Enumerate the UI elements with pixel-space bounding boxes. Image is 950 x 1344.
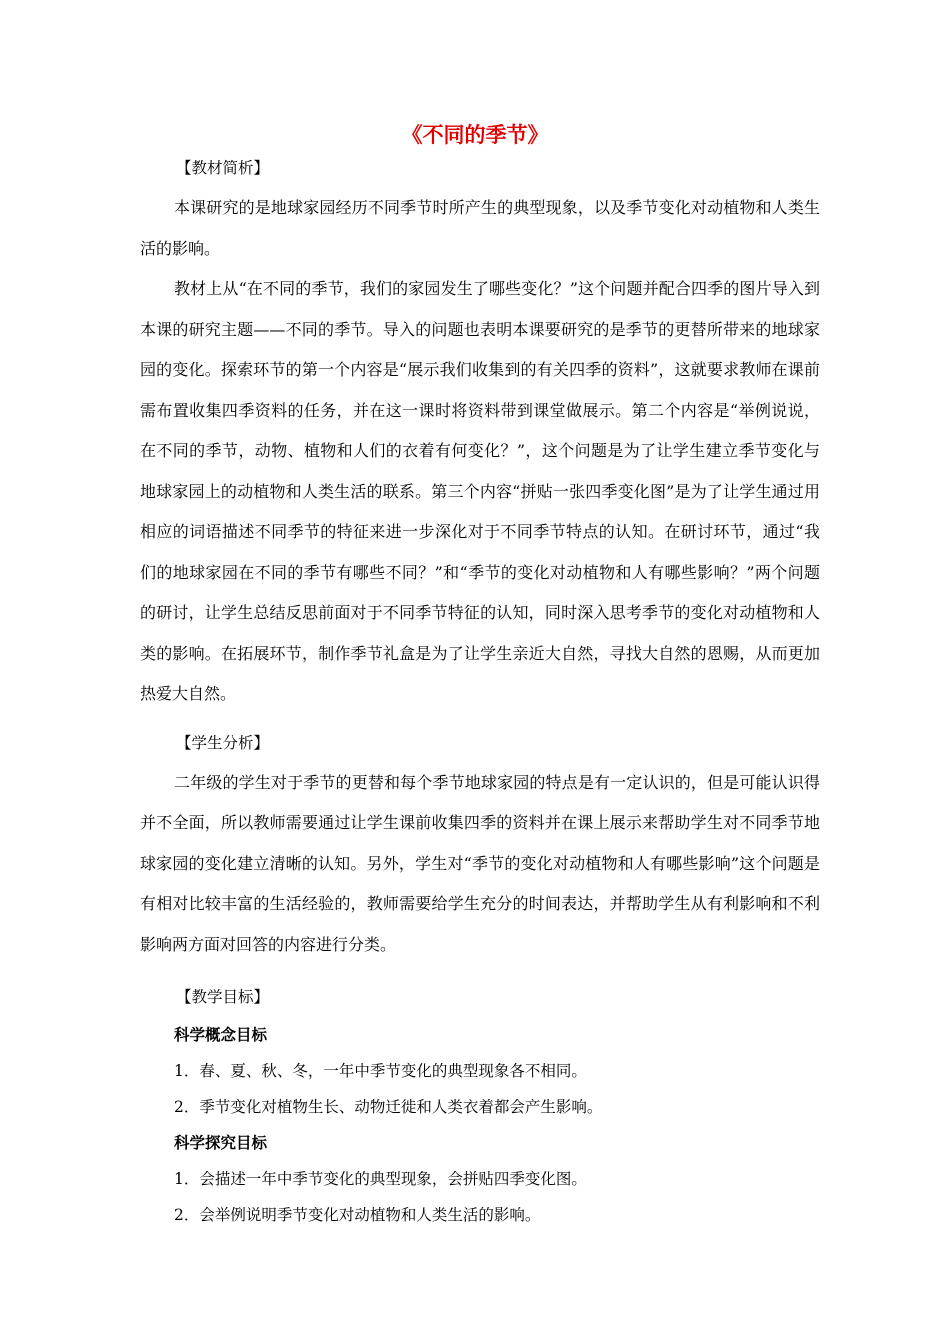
list-item: 1．春、夏、秋、冬，一年中季节变化的典型现象各不相同。 bbox=[174, 1062, 587, 1080]
paragraph: 二年级的学生对于季节的更替和每个季节地球家园的特点是有一定认识的，但是可能认识得并不全面，所以教师需要通过让学生课前收集四季的资料并在课上展示来帮助学生对不同季节地球家园的变化建立清晰的认知。另外，学生对“季节的变化对动植物和人有哪些影响”这个问题是有相对比较丰富的生活经验的，教师需要给学生充分的时间表达，并帮助学生从有利影响和不利影响两方面对回答的内容进行分类。 bbox=[140, 772, 820, 954]
section-heading-analysis: 【教材简析】 bbox=[176, 159, 270, 177]
list-item: 2．会举例说明季节变化对动植物和人类生活的影响。 bbox=[174, 1206, 541, 1224]
subheading-inquiry-goals: 科学探究目标 bbox=[174, 1134, 268, 1152]
document-title: 《不同的季节》 bbox=[401, 123, 549, 147]
section-heading-goals: 【教学目标】 bbox=[176, 988, 270, 1006]
paragraph: 本课研究的是地球家园经历不同季节时所产生的典型现象，以及季节变化对动植物和人类生活的影响。 bbox=[140, 198, 820, 258]
section-heading-students: 【学生分析】 bbox=[176, 733, 270, 752]
list-item: 1．会描述一年中季节变化的典型现象，会拼贴四季变化图。 bbox=[174, 1170, 587, 1188]
paragraph: 教材上从“在不同的季节，我们的家园发生了哪些变化？”这个问题并配合四季的图片导入到本课的研究主题——不同的季节。导入的问题也表明本课要研究的是季节的更替所带来的地球家园的变化。探索环节的第一个内容是“展示我们收集到的有关四季的资料”，这就要求教师在课前需布置收集四季资料的任务，并在这一课时将资料带到课堂做展示。第二个内容是“举例说说，在不同的季节，动物、植物和人们的衣着有何变化？”，这个问题是为了让学生建立季节变化与地球家园上的动植物和人类生活的联系。第三个内容“拼贴一张四季变化图”是为了让学生通过用相应的词语描述不同季节的特征来进一步深化对于不同季节特点的认知。在研讨环节，通过“我们的地球家园在不同的季节有哪些不同？”和“季节的变化对动植物和人有哪些影响？”两个问题的研讨，让学生总结反思前面对于不同季节特征的认知，同时深入思考季节的变化对动植物和人类的影响。在拓展环节，制作季节礼盒是为了让学生亲近大自然，寻找大自然的恩赐，从而更加热爱大自然。 bbox=[140, 279, 820, 703]
document-body bbox=[140, 150, 820, 1233]
subheading-concept-goals: 科学概念目标 bbox=[174, 1026, 268, 1044]
list-item: 2．季节变化对植物生长、动物迁徙和人类衣着都会产生影响。 bbox=[174, 1098, 603, 1116]
